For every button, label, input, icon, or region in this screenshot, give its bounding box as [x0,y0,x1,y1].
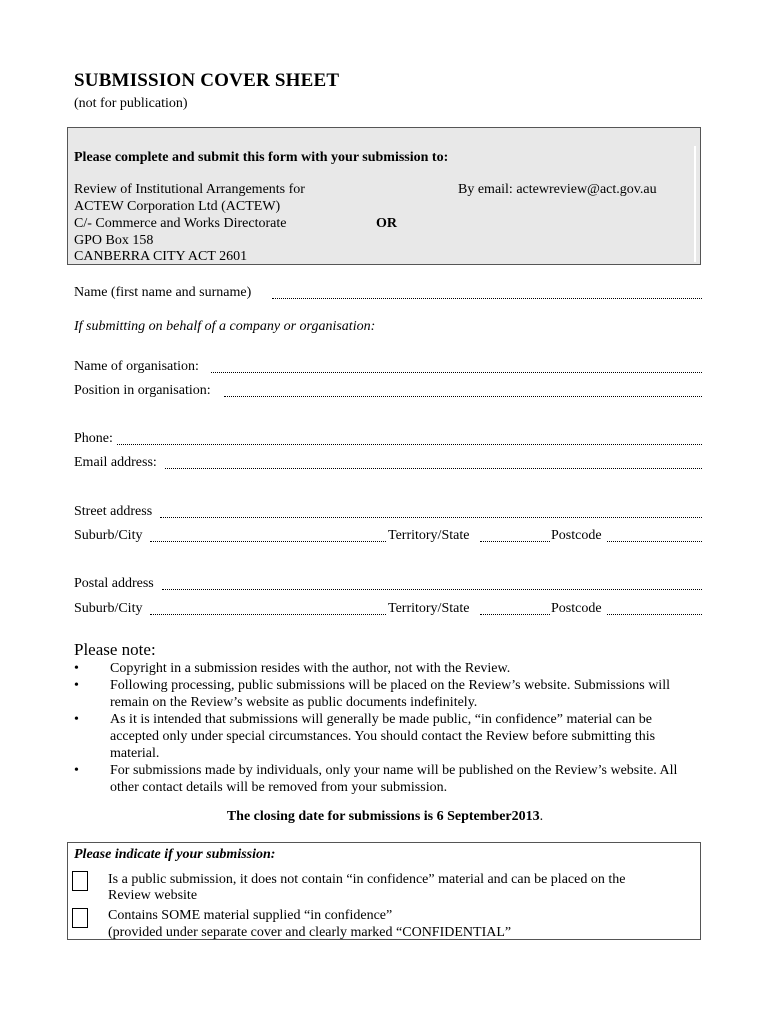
notes-title: Please note: [74,640,156,659]
public-option-line-1: Is a public submission, it does not contain “in confidence” material and can be placed on the [108,872,626,887]
street-address-label: Street address [74,504,153,519]
phone-input-line[interactable] [117,444,702,445]
postcode-label: Postcode [551,528,602,543]
territory-input-line[interactable] [480,541,550,542]
postal-suburb-label: Suburb/City [74,601,143,616]
postal-postcode-input-line[interactable] [607,614,702,615]
territory-label: Territory/State [388,528,470,543]
bullet-icon: • [74,678,79,693]
name-input-line[interactable] [272,298,702,299]
public-submission-checkbox[interactable] [72,871,88,891]
note-text: Copyright in a submission resides with the author, not with the Review. [110,661,511,676]
postcode-input-line[interactable] [607,541,702,542]
bullet-icon: • [74,712,79,727]
note-text: As it is intended that submissions will generally be made public, “in confidence” material can be accepted only under special circumstances. You should contact the Review before submitting this material. [110,712,656,761]
indicate-heading: Please indicate if your submission: [74,847,276,862]
position-label: Position in organisation: [74,383,211,398]
note-item [74,762,704,796]
note-item [74,660,704,677]
org-name-input-line[interactable] [211,372,702,373]
postal-address-label: Postal address [74,576,154,591]
confidential-submission-checkbox[interactable] [72,908,88,928]
suburb-label: Suburb/City [74,528,143,543]
submission-type-box [67,842,701,940]
phone-label: Phone: [74,431,113,446]
submission-address-box [67,127,701,265]
email-input-line[interactable] [165,468,702,469]
email-label: Email address: [74,455,157,470]
closing-date-text: The closing date for submissions is 6 September2013 [226,809,540,824]
confidential-option-line-1: Contains SOME material supplied “in confidence” [108,908,393,923]
position-input-line[interactable] [224,396,702,397]
page-title: SUBMISSION COVER SHEET [74,70,340,91]
note-item [74,677,704,711]
or-label: OR [376,216,397,231]
note-text: For submissions made by individuals, only your name will be published on the Review’s website. All other contact details will be removed from your submission. [110,763,678,795]
box-divider [694,146,696,262]
address-line-2: ACTEW Corporation Ltd (ACTEW) [74,199,281,214]
address-line-4: GPO Box 158 [74,233,154,248]
postal-address-input-line[interactable] [162,589,702,590]
note-text: Following processing, public submissions will be placed on the Review’s website. Submissions will remain on the Review’s website as public documents indefinitely. [110,678,670,710]
closing-date [0,809,770,825]
organisation-note: If submitting on behalf of a company or organisation: [74,319,376,334]
postal-postcode-label: Postcode [551,601,602,616]
email-instruction: By email: actewreview@act.gov.au [458,182,657,197]
notes-list [74,660,704,796]
postal-suburb-input-line[interactable] [150,614,386,615]
public-option-line-2: Review website [108,888,198,903]
note-item [74,711,704,762]
closing-date-suffix: . [539,809,544,824]
street-address-input-line[interactable] [160,517,702,518]
address-line-1: Review of Institutional Arrangements for [74,182,305,197]
submit-heading: Please complete and submit this form with your submission to: [74,150,449,165]
confidential-option-line-2: (provided under separate cover and clearly marked “CONFIDENTIAL” [108,925,512,940]
page-subtitle: (not for publication) [74,96,188,111]
bullet-icon: • [74,661,79,676]
bullet-icon: • [74,763,79,778]
name-label: Name (first name and surname) [74,285,252,300]
suburb-input-line[interactable] [150,541,386,542]
org-name-label: Name of organisation: [74,359,199,374]
postal-territory-input-line[interactable] [480,614,550,615]
address-line-5: CANBERRA CITY ACT 2601 [74,249,248,264]
postal-territory-label: Territory/State [388,601,470,616]
address-line-3: C/- Commerce and Works Directorate [74,216,287,231]
